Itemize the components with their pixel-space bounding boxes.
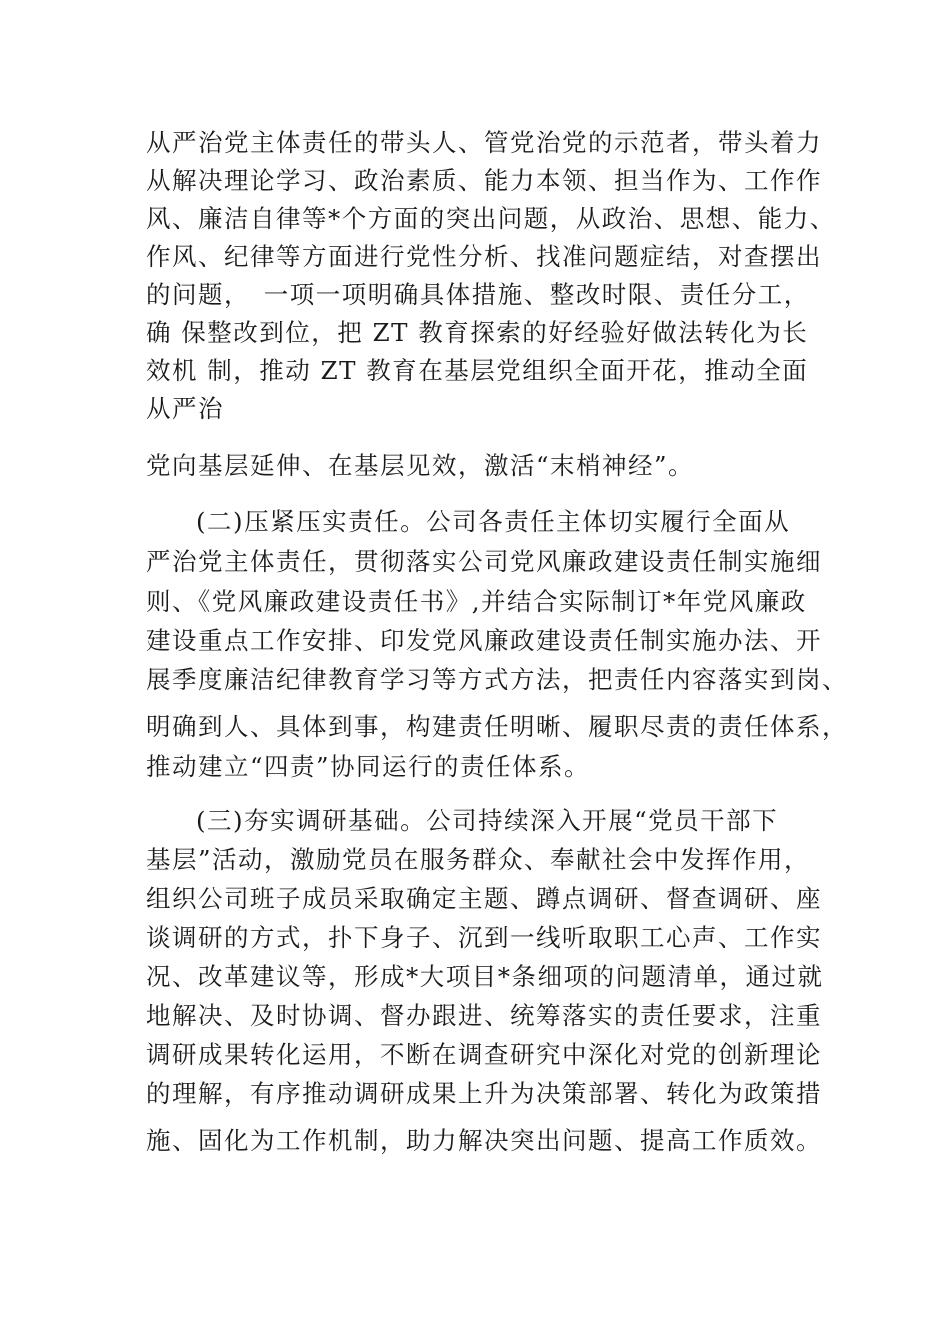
paragraph-line: 确 保整改到位，把 ZT 教育探索的好经验好做法转化为长 [146, 318, 809, 347]
paragraph-line: 从解决理论学习、政治素质、能力本领、担当作为、工作作 [146, 166, 822, 195]
paragraph-line: 风、廉洁自律等*个方面的突出问题，从政治、思想、能力、 [146, 204, 836, 233]
paragraph-line: 地解决、及时协调、督办跟进、统筹落实的责任要求，注重 [146, 1001, 822, 1030]
paragraph-line: 党向基层延伸、在基层见效，激活“末梢神经”。 [146, 451, 695, 480]
section-heading-line: (三)夯实调研基础。公司持续深入开展“党员干部下 [196, 806, 779, 835]
paragraph-line: 推动建立“四责”协同运行的责任体系。 [146, 752, 591, 781]
paragraph-line: 施、固化为工作机制，助力解决突出问题、提高工作质效。 [146, 1126, 822, 1155]
paragraph-line: 调研成果转化运用，不断在调查研究中深化对党的创新理论 [146, 1040, 822, 1069]
section-heading-line: (二)压紧压实责任。公司各责任主体切实履行全面从 [196, 507, 791, 536]
paragraph-line: 效机 制，推动 ZT 教育在基层党组织全面开花，推动全面 [146, 356, 809, 385]
paragraph-line: 则、《党风廉政建设责任书》,并结合实际制订*年党风廉政 [146, 587, 807, 616]
paragraph-line: 作风、纪律等方面进行党性分析、找准问题症结，对查摆出 [146, 242, 822, 271]
paragraph-line: 严治党主体责任，贯彻落实公司党风廉政建设责任制实施细 [146, 547, 822, 576]
paragraph-line: 展季度廉洁纪律教育学习等方式方法，把责任内容落实到岗、 [146, 665, 848, 694]
paragraph-line: 建设重点工作安排、印发党风廉政建设责任制实施办法、开 [146, 626, 822, 655]
paragraph-line: 明确到人、具体到事，构建责任明晰、履职尽责的责任体系， [146, 712, 848, 741]
paragraph-line: 从严治 [146, 394, 224, 423]
paragraph-line: 的问题， 一项一项明确具体措施、整改时限、责任分工， [146, 280, 810, 309]
paragraph-line: 的理解，有序推动调研成果上升为决策部署、转化为政策措 [146, 1079, 822, 1108]
paragraph-line: 况、改革建议等，形成*大项目*条细项的问题清单，通过就 [146, 962, 824, 991]
paragraph-line: 从严治党主体责任的带头人、管党治党的示范者，带头着力 [146, 128, 822, 157]
paragraph-line: 组织公司班子成员采取确定主题、蹲点调研、督查调研、座 [146, 884, 822, 913]
paragraph-line: 基层”活动，激励党员在服务群众、奉献社会中发挥作用， [146, 845, 811, 874]
paragraph-line: 谈调研的方式，扑下身子、沉到一线听取职工心声、工作实 [146, 923, 822, 952]
